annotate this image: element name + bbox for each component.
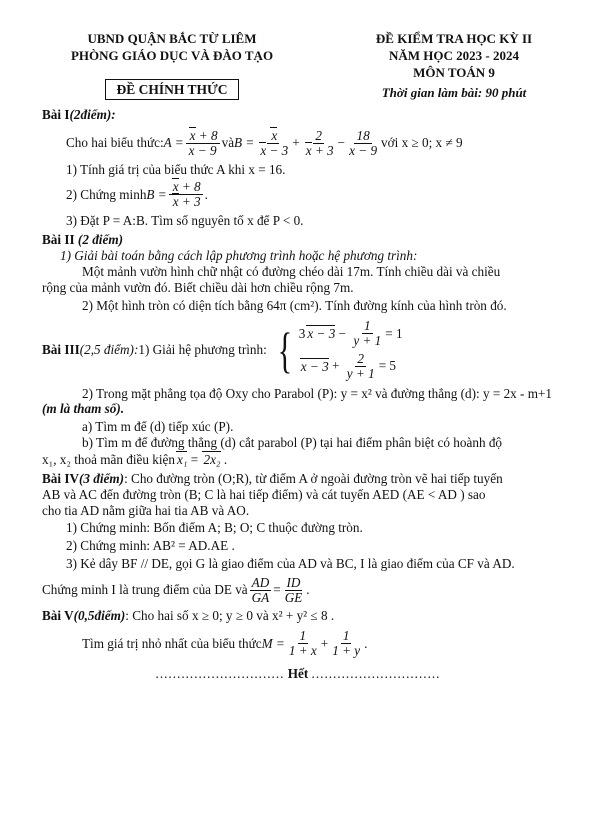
section-3-q1: 1) Giải hệ phương trình: xyxy=(138,341,267,357)
section-4: Bài IV(3 điểm): Cho đường tròn (O;R), từ điểm A ở ngoài đường tròn vẽ hai tiếp tuyến AB và AC đến đường tròn (B; C là hai tiếp điểm) và cát tuyến AED (AE < AD ) sao cho tia AD nằm giữa hai tia AB và AO. 1) Chứng minh: Bốn điểm A; B; O; C thuộc đường tròn. 2) Chứng minh: AB² = AD.AE . 3) Kẻ dây BF // DE, gọi G là giao điểm của AD và BC, I là giao điểm của CF và AD. Chứng minh I là trung điểm của DE và $\frac{AD}{GA}$ = $\frac{ID}{GE}$ . xyxy=(42,471,554,605)
district-name: UBND QUẬN BẮC TỪ LIÊM xyxy=(87,31,257,46)
department-name: PHÒNG GIÁO DỤC VÀ ĐÀO TẠO xyxy=(70,48,274,63)
section-4-line3: cho tia AD nằm giữa hai tia AB và AO. xyxy=(42,502,250,518)
section-1-intro: Cho hai biểu thức: xyxy=(66,135,164,151)
subject: MÔN TOÁN 9 xyxy=(413,65,495,80)
section-5-question: Tìm giá trị nhỏ nhất của biểu thức M = $\frac{1}{1 + x}$ + $\frac{1}{1 + y}$ . xyxy=(82,628,368,659)
section-3-heading: Bài III xyxy=(42,341,80,357)
section-1-q1: 1) Tính giá trị của biểu thức A khi x = 16. xyxy=(66,161,286,177)
section-3 xyxy=(42,317,554,468)
section-4-q3: 3) Kẻ dây BF // DE, gọi G là giao điểm của AD và BC, I là giao điểm của CF và AD. xyxy=(66,556,515,572)
issuer-block xyxy=(42,30,302,101)
section-4-line2: AB và AC đến đường tròn (B; C là hai tiếp điểm) và cát tuyến AED (AE < AD ) sao xyxy=(42,486,486,502)
section-3-qb-condition: x₁, x₂ thoả mãn điều kiện x₁ = 2x₂ . xyxy=(42,451,228,467)
section-2-points: (2 điểm) xyxy=(74,231,123,247)
expr-b-term3: $\frac{18}{x - 9}$ xyxy=(349,127,378,158)
section-4-q1: 1) Chứng minh: Bốn điểm A; B; O; C thuộc đường tròn. xyxy=(66,520,363,536)
end-marker: .............................. Hết .............................. xyxy=(155,666,441,682)
section-1-q2: 2) Chứng minh B = $\frac{x + 8}{x + 3}$ . xyxy=(66,179,208,210)
duration: Thời gian làm bài: 90 phút xyxy=(381,85,527,100)
section-3-system-row xyxy=(42,317,554,382)
section-1-points: (2điểm): xyxy=(69,107,116,122)
exam-title: ĐỀ KIỂM TRA HỌC KỲ II xyxy=(375,31,533,46)
section-2-problem-line2: rộng của mảnh vườn đó. Biết chiều dài hơn chiều rộng 7m. xyxy=(42,279,354,295)
expr-a: $\frac{x + 8}{x - 9}$ xyxy=(186,129,220,158)
section-2-heading: Bài II xyxy=(42,231,75,247)
expr-b-term1: $\frac{x}{x - 3}$ xyxy=(260,127,289,158)
section-3-points: (2,5 điểm): xyxy=(79,341,139,357)
section-2-problem-line1: Một mảnh vườn hình chữ nhật có đường chéo dài 17m. Tính chiều dài và chiều xyxy=(82,263,501,279)
section-1-expressions: Cho hai biểu thức: A = $\frac{x + 8}{x - 9}$ và B = $\frac{x}{x - 3}$ + $\frac{2}{x + 3}$ − $\frac{18}{x - 9}$ với x ≥ 0; x ≠ 9 xyxy=(66,127,463,158)
section-3-qb: b) Tìm m để đường thẳng (d) cắt parabol (P) tại hai điểm phân biệt có hoành độ xyxy=(82,435,503,451)
section-4-points: (3 điểm) xyxy=(79,470,125,486)
section-1-q3: 3) Đặt P = A:B. Tìm số nguyên tố x để P < 0. xyxy=(66,213,304,229)
section-2-q2: 2) Một hình tròn có diện tích bằng 64π (cm²). Tính đường kính của hình tròn đó. xyxy=(82,298,507,314)
section-2-instruction: 1) Giải bài toán bằng cách lập phương trình hoặc hệ phương trình: xyxy=(60,247,418,263)
exam-info-block xyxy=(354,30,554,101)
section-4-q3b: Chứng minh I là trung điểm của DE và $\frac{AD}{GA}$ = $\frac{ID}{GE}$ . xyxy=(42,574,310,605)
official-stamp: ĐỀ CHÍNH THỨC xyxy=(105,79,238,100)
school-year: NĂM HỌC 2023 - 2024 xyxy=(389,48,519,63)
section-4-q2: 2) Chứng minh: AB² = AD.AE . xyxy=(66,538,235,554)
exam-header xyxy=(42,30,554,101)
section-1-condition: với x ≥ 0; x ≠ 9 xyxy=(381,135,463,151)
equation-system: { 3 x − 3 − $\frac{1}{y + 1}$ = 1 x − 3 + $\frac{2}{y + 1}$ = 5 xyxy=(277,318,403,381)
expr-b-term2: $\frac{2}{x + 3}$ xyxy=(305,127,334,158)
section-1 xyxy=(42,107,554,229)
section-3-note: (m là tham số). xyxy=(42,401,125,417)
section-5-heading: Bài V xyxy=(42,607,74,623)
section-5-points: (0,5điểm) xyxy=(73,607,126,623)
section-1-heading: Bài I xyxy=(42,107,70,122)
section-5: Bài V(0,5điểm): Cho hai số x ≥ 0; y ≥ 0 và x² + y² ≤ 8 . Tìm giá trị nhỏ nhất của biểu thức M = $\frac{1}{1 + x}$ + $\frac{1}{1 + y}$ . xyxy=(42,608,554,659)
section-2 xyxy=(42,232,554,314)
section-3-qa: a) Tìm m để (d) tiếp xúc (P). xyxy=(82,419,234,435)
section-4-heading: Bài IV xyxy=(42,470,80,486)
section-3-q2: 2) Trong mặt phẳng tọa độ Oxy cho Parabol (P): y = x² và đường thẳng (d): y = 2x - m+1 xyxy=(82,385,553,401)
